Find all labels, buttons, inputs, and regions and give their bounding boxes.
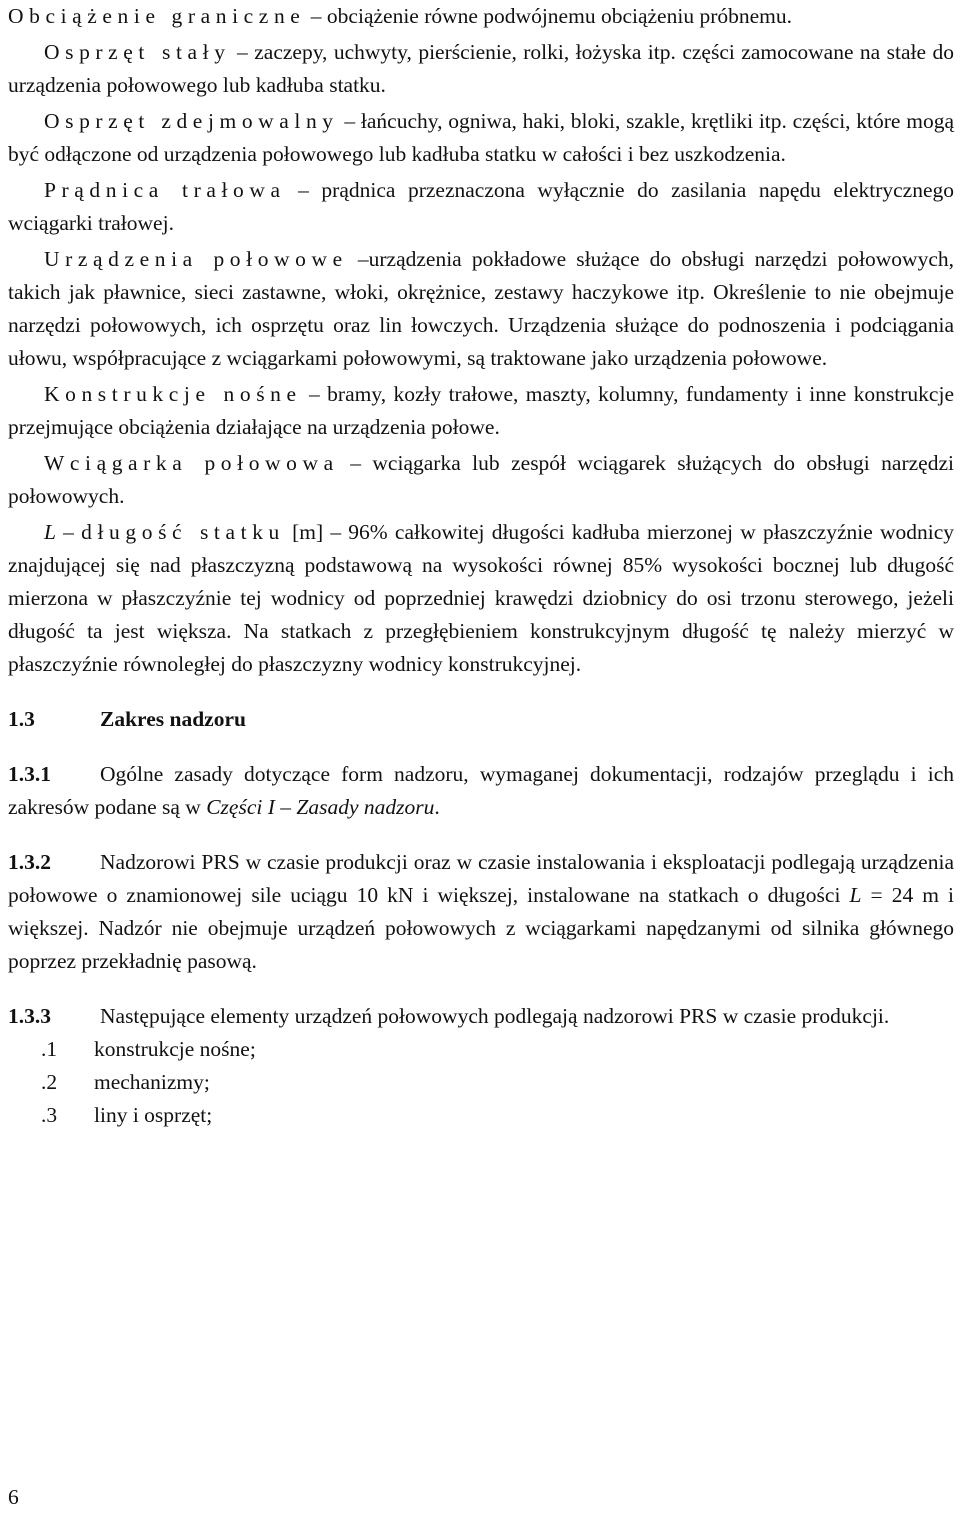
list-item-number: .1 [41, 1037, 58, 1061]
definition-text: – zaczepy, uchwyty, pierścienie, rolki, łożyska itp. części zamocowane na stałe do urządzenia połowowego lub kadłuba statku. [8, 40, 955, 97]
list-item [8, 1066, 954, 1099]
list-item-text: liny i osprzęt; [94, 1103, 213, 1127]
definition-text: – łańcuchy, ogniwa, haki, bloki, szakle, krętliki itp. części, które mogą być odłączone od urządzenia połowowego lub kadłuba statku w całości i bez uszkodzenia. [8, 109, 954, 166]
term: Prądnica trałowa [44, 178, 286, 202]
term: Osprzęt stały [44, 40, 231, 64]
length-symbol: L [849, 883, 862, 907]
section-heading [8, 703, 954, 736]
paragraph-text: Ogólne zasady dotyczące form nadzoru, wymaganej dokumentacji, rodzajów przeglądu i ich zakresów podane są w [8, 762, 954, 819]
list-item-number: .3 [41, 1103, 58, 1127]
list-item [8, 1099, 954, 1132]
term: Urządzenia połowowe [44, 247, 348, 271]
definition-text: –urządzenia pokładowe służące do obsługi narzędzi połowowych, takich jak pławnice, sieci zastawne, włoki, okrężnice, zestawy haczykowe itp. Określenie to nie obejmuje narzędzi połowowych, ich osprzętu oraz lin łowczych. Urządzenia służące do podnoszenia i podciągania ułowu, współpracujące z wciągarkami połowowymi, są traktowane jako urządzenia połowowe. [8, 247, 954, 370]
term: Obciążenie graniczne [8, 4, 306, 28]
list-item-number: .2 [41, 1070, 58, 1094]
page-number: 6 [8, 1485, 19, 1509]
definition-text: – bramy, kozły trałowe, maszty, kolumny, fundamenty i inne konstrukcje przejmujące obciążenia działające na urządzenia połowe. [8, 382, 954, 439]
definition-konstrukcje-nosne [8, 378, 954, 444]
list-item [8, 1033, 954, 1066]
paragraph-text-end: = 24 m i większej. Nadzór nie obejmuje urządzeń połowowych z wciągarkami napędzanymi od silnika głównego poprzez przekładnię pasową. [8, 883, 955, 973]
list-item-text: mechanizmy; [94, 1070, 210, 1094]
section-title: Zakres nadzoru [100, 707, 246, 731]
paragraph-number: 1.3.1 [8, 762, 51, 786]
definition-wciagarka-polowowa [8, 447, 954, 513]
term: Konstrukcje nośne [44, 382, 302, 406]
paragraph-text: Nadzorowi PRS w czasie produkcji oraz w czasie instalowania i eksploatacji podlegają urządzenia połowowe o znamionowej sile uciągu 10 kN i większej, instalowane na statkach o długości [8, 850, 954, 907]
paragraph-1-3-3 [8, 1000, 954, 1033]
term: Wciągarka połowowa [44, 451, 339, 475]
term: długość statku [81, 520, 285, 544]
dash: – [55, 520, 82, 544]
definition-pradnica-tralowa [8, 174, 954, 240]
definition-obciazenie-graniczne [8, 0, 954, 33]
list-item-text: konstrukcje nośne; [94, 1037, 256, 1061]
paragraph-text: Następujące elementy urządzeń połowowych podlegają nadzorowi PRS w czasie produkcji. [100, 1004, 890, 1028]
definition-dlugosc-statku [8, 516, 954, 681]
definition-urzadzenia-polowowe [8, 243, 954, 375]
section-number: 1.3 [8, 707, 35, 731]
definition-text: – obciążenie równe podwójnemu obciążeniu próbnemu. [305, 4, 792, 28]
paragraph-number: 1.3.3 [8, 1004, 51, 1028]
length-symbol: L [44, 520, 56, 544]
paragraph-number: 1.3.2 [8, 850, 51, 874]
paragraph-1-3-2 [8, 846, 954, 978]
paragraph-1-3-1 [8, 758, 954, 824]
document-page [8, 0, 954, 1132]
definition-osprzet-zdejmowalny [8, 105, 954, 171]
term: Osprzęt zdejmowalny [44, 109, 339, 133]
definition-osprzet-staly [8, 36, 954, 102]
definition-text: – prądnica przeznaczona wyłącznie do zasilania napędu elektrycznego wciągarki trałowej. [8, 178, 954, 235]
definition-text: [m] – 96% całkowitej długości kadłuba mierzonej w płaszczyźnie wodnicy znajdującej się nad płaszczyzną podstawową na wysokości równej 85% wysokości bocznej lub długość mierzona w płaszczyźnie tej wodnicy od poprzedniej krawędzi dziobnicy do osi trzonu sterowego, jeżeli długość ta jest większa. Na statkach z przegłębieniem konstrukcyjnym długość tę należy mierzyć w płaszczyźnie równoległej do płaszczyzny wodnicy konstrukcyjnej. [8, 520, 955, 676]
paragraph-text-end: . [434, 795, 440, 819]
paragraph-reference: Części I – Zasady nadzoru [206, 795, 435, 819]
definition-text: – wciągarka lub zespół wciągarek służących do obsługi narzędzi połowowych. [8, 451, 954, 508]
